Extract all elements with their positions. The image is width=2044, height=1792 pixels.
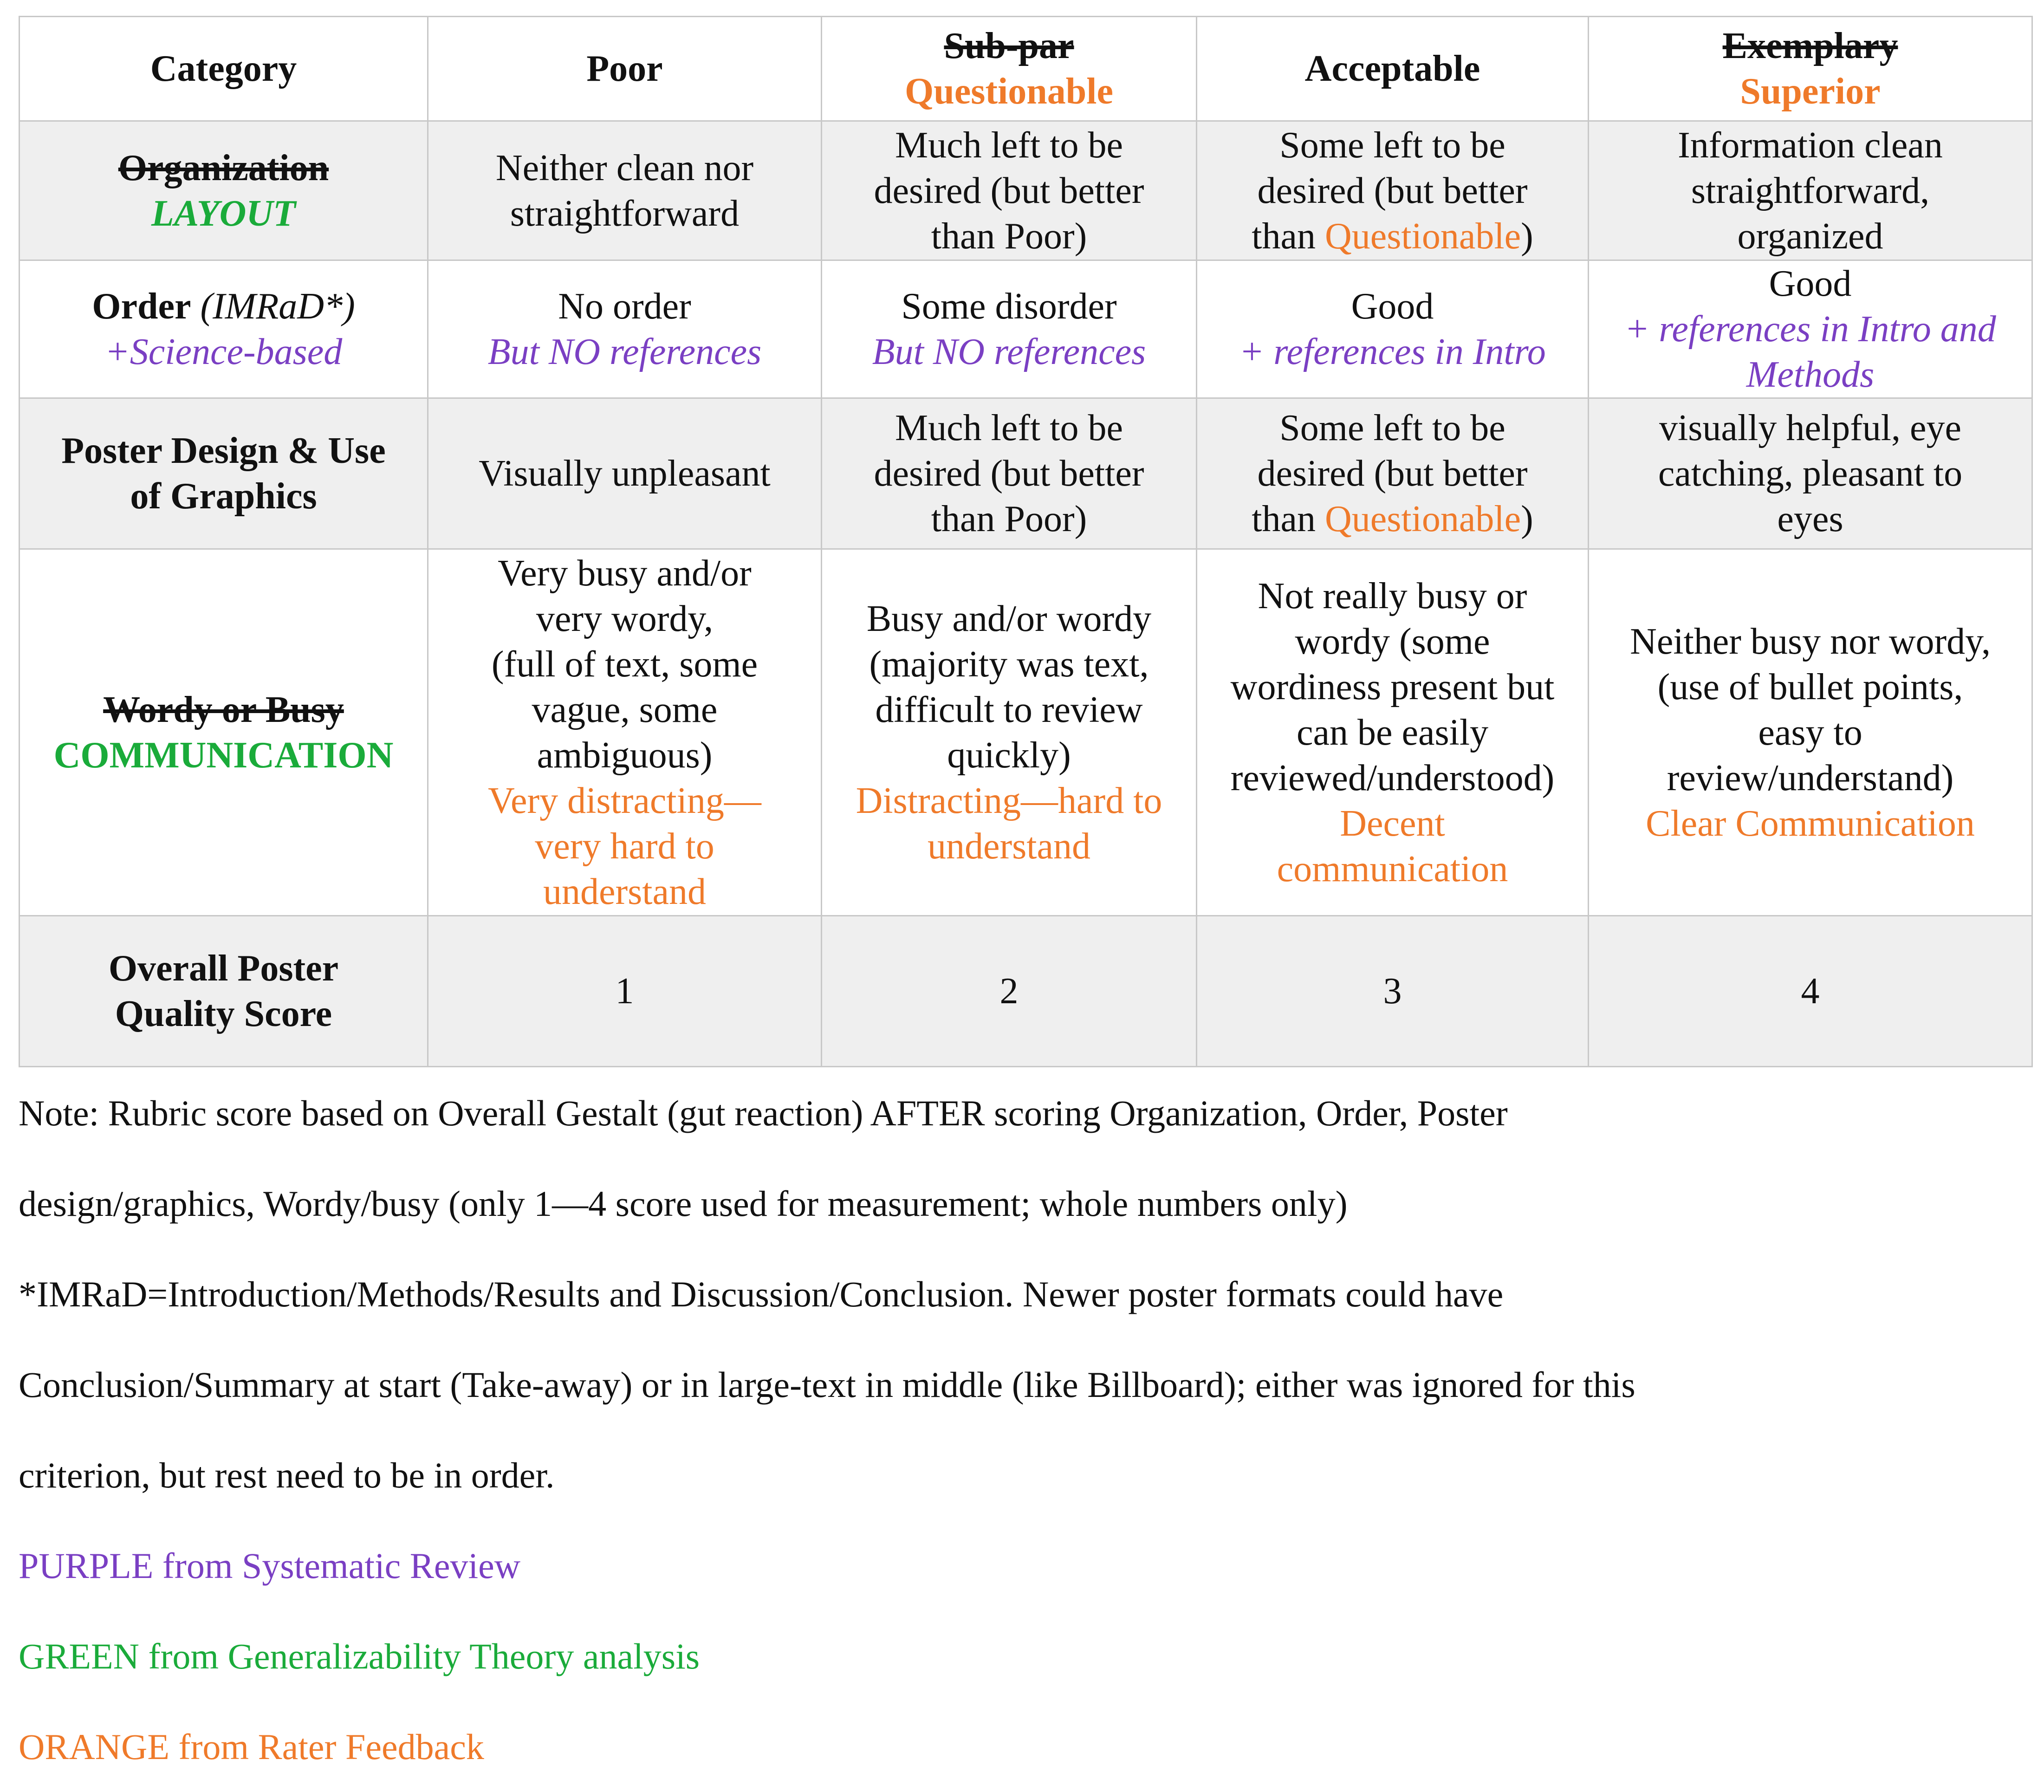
- table-row: [19, 549, 2032, 916]
- questionable-cell: [822, 916, 1197, 1067]
- cell-line: [1202, 214, 1583, 259]
- header-subpar-struck: Sub-par: [944, 26, 1074, 66]
- cell-line: catching, pleasant to: [1658, 453, 1963, 494]
- cell-line-orange: Distracting—hard to: [856, 780, 1162, 821]
- cell-line: can be easily: [1296, 712, 1489, 753]
- superior-cell: [1589, 549, 2032, 916]
- note-line: *IMRaD=Introduction/Methods/Results and Discussion/Conclusion. Newer poster formats could have: [19, 1274, 1504, 1314]
- poor-cell: [428, 549, 822, 916]
- cell-line: eyes: [1777, 499, 1843, 539]
- superior-cell: [1589, 121, 2032, 260]
- cell-line: Some left to be: [1279, 124, 1505, 166]
- cell-line: straightforward,: [1691, 170, 1930, 211]
- cell-line: review/understand): [1667, 757, 1954, 799]
- cell-line-purple: But NO references: [487, 331, 762, 372]
- cell-line: straightforward: [510, 193, 740, 234]
- header-questionable: [822, 17, 1197, 121]
- cell-line: easy to: [1758, 712, 1862, 753]
- poor-cell: [428, 121, 822, 260]
- category-label: Quality Score: [115, 993, 332, 1034]
- questionable-cell: [822, 549, 1197, 916]
- note-line: Conclusion/Summary at start (Take-away) or in large-text in middle (like Billboard); either was ignored for this: [19, 1364, 1635, 1405]
- legend-purple: PURPLE from Systematic Review: [19, 1545, 521, 1586]
- cell-ref-orange: Questionable: [1324, 499, 1521, 539]
- table-row: [19, 260, 2032, 398]
- cell-line: than Poor): [931, 215, 1087, 257]
- header-acceptable-label: Acceptable: [1304, 48, 1480, 89]
- cell-line: desired (but better: [874, 170, 1144, 211]
- cell-line: [25, 284, 422, 329]
- legend-orange: ORANGE from Rater Feedback: [19, 1727, 484, 1767]
- cell-line-orange: Very distracting—: [488, 780, 761, 821]
- cell-line: (use of bullet points,: [1657, 666, 1963, 708]
- cell-line: desired (but better: [874, 453, 1144, 494]
- cell-line: desired (but better: [1257, 170, 1528, 211]
- cell-line: Good: [1351, 286, 1434, 327]
- category-cell: [19, 260, 428, 398]
- cell-line: reviewed/understood): [1230, 757, 1555, 799]
- acceptable-cell: [1197, 260, 1589, 398]
- cell-line: ambiguous): [537, 734, 713, 776]
- cell-line-orange: Clear Communication: [1646, 803, 1975, 844]
- header-row: [19, 17, 2032, 121]
- poor-cell: [428, 260, 822, 398]
- rubric-table: [19, 16, 2033, 1067]
- header-exemplary-struck: Exemplary: [1722, 26, 1898, 66]
- cell-line-purple: Methods: [1746, 354, 1875, 395]
- header-superior-label: Superior: [1740, 71, 1881, 112]
- superior-cell: [1589, 260, 2032, 398]
- cell-line: [1202, 496, 1583, 542]
- cell-text: than: [1252, 499, 1325, 539]
- category-cell: [19, 398, 428, 549]
- note-line: design/graphics, Wordy/busy (only 1—4 score used for measurement; whole numbers only): [19, 1183, 1348, 1224]
- table-row: [19, 121, 2032, 260]
- cell-line: wordy (some: [1295, 621, 1490, 662]
- cell-line: Very busy and/or: [498, 552, 752, 594]
- cell-line-purple: But NO references: [872, 331, 1146, 372]
- cell-text: than: [1252, 215, 1325, 257]
- score-value: 2: [999, 971, 1019, 1012]
- cell-line-orange: understand: [927, 825, 1090, 867]
- cell-line-orange: very hard to: [535, 825, 714, 867]
- superior-cell: [1589, 916, 2032, 1067]
- cell-line: Busy and/or wordy: [866, 598, 1152, 639]
- cell-line: vague, some: [532, 689, 718, 730]
- cell-line: Some disorder: [901, 286, 1117, 327]
- cell-line-orange: Decent: [1340, 803, 1445, 844]
- cell-text: ): [1521, 215, 1533, 257]
- header-category: [19, 17, 428, 121]
- note-line: Note: Rubric score based on Overall Gestalt (gut reaction) AFTER scoring Organization, Order, Poster: [19, 1093, 1508, 1133]
- cell-line: No order: [558, 286, 691, 327]
- category-struck: Wordy or Busy: [103, 689, 344, 730]
- acceptable-cell: [1197, 121, 1589, 260]
- cell-line: Information clean: [1678, 124, 1943, 166]
- cell-line: (majority was text,: [869, 643, 1149, 685]
- category-new: COMMUNICATION: [53, 734, 394, 776]
- header-poor: [428, 17, 822, 121]
- poor-cell: [428, 398, 822, 549]
- category-label: Order: [92, 286, 191, 327]
- table-row: [19, 398, 2032, 549]
- header-acceptable: [1197, 17, 1589, 121]
- questionable-cell: [822, 398, 1197, 549]
- cell-line: than Poor): [931, 499, 1087, 539]
- score-value: 4: [1801, 971, 1820, 1012]
- questionable-cell: [822, 260, 1197, 398]
- cell-text: ): [1521, 499, 1533, 539]
- acceptable-cell: [1197, 398, 1589, 549]
- header-questionable-label: Questionable: [905, 71, 1113, 112]
- cell-line: Much left to be: [895, 408, 1123, 448]
- cell-line-purple: + references in Intro and: [1624, 309, 1996, 350]
- cell-line: desired (but better: [1257, 453, 1528, 494]
- cell-line-orange: understand: [543, 871, 706, 912]
- cell-line: Not really busy or: [1258, 575, 1527, 617]
- category-new: +Science-based: [104, 331, 343, 372]
- category-struck: Organization: [118, 147, 329, 188]
- category-label: Poster Design & Use: [61, 430, 386, 471]
- header-poor-label: Poor: [586, 48, 663, 89]
- questionable-cell: [822, 121, 1197, 260]
- cell-line: (full of text, some: [491, 643, 758, 685]
- category-cell: [19, 549, 428, 916]
- cell-line-orange: communication: [1277, 848, 1508, 890]
- header-category-label: Category: [150, 48, 297, 89]
- category-cell: [19, 916, 428, 1067]
- cell-line: Good: [1769, 263, 1852, 304]
- cell-line: difficult to review: [875, 689, 1143, 730]
- notes-section: [19, 1068, 2015, 1792]
- cell-line: Neither clean nor: [495, 147, 754, 188]
- legend-green: GREEN from Generalizability Theory analysis: [19, 1636, 700, 1676]
- cell-line-purple: + references in Intro: [1239, 331, 1546, 372]
- acceptable-cell: [1197, 549, 1589, 916]
- category-qualifier: (IMRaD*): [191, 286, 355, 327]
- category-cell: [19, 121, 428, 260]
- cell-line: Neither busy nor wordy,: [1630, 621, 1991, 662]
- cell-line: Some left to be: [1279, 408, 1505, 448]
- superior-cell: [1589, 398, 2032, 549]
- poor-cell: [428, 916, 822, 1067]
- cell-line: Visually unpleasant: [479, 453, 771, 494]
- cell-line: quickly): [947, 734, 1071, 776]
- cell-line: organized: [1737, 215, 1883, 257]
- category-new: LAYOUT: [151, 193, 296, 234]
- cell-line: visually helpful, eye: [1659, 408, 1961, 448]
- cell-line: Much left to be: [895, 124, 1123, 166]
- note-line: criterion, but rest need to be in order.: [19, 1455, 555, 1495]
- table-row: [19, 916, 2032, 1067]
- cell-line: wordiness present but: [1230, 666, 1555, 708]
- category-label: Overall Poster: [108, 948, 339, 989]
- category-label: of Graphics: [130, 476, 317, 517]
- acceptable-cell: [1197, 916, 1589, 1067]
- score-value: 1: [615, 971, 634, 1012]
- score-value: 3: [1383, 971, 1402, 1012]
- header-superior: [1589, 17, 2032, 121]
- cell-ref-orange: Questionable: [1324, 215, 1521, 257]
- cell-line: very wordy,: [536, 598, 714, 639]
